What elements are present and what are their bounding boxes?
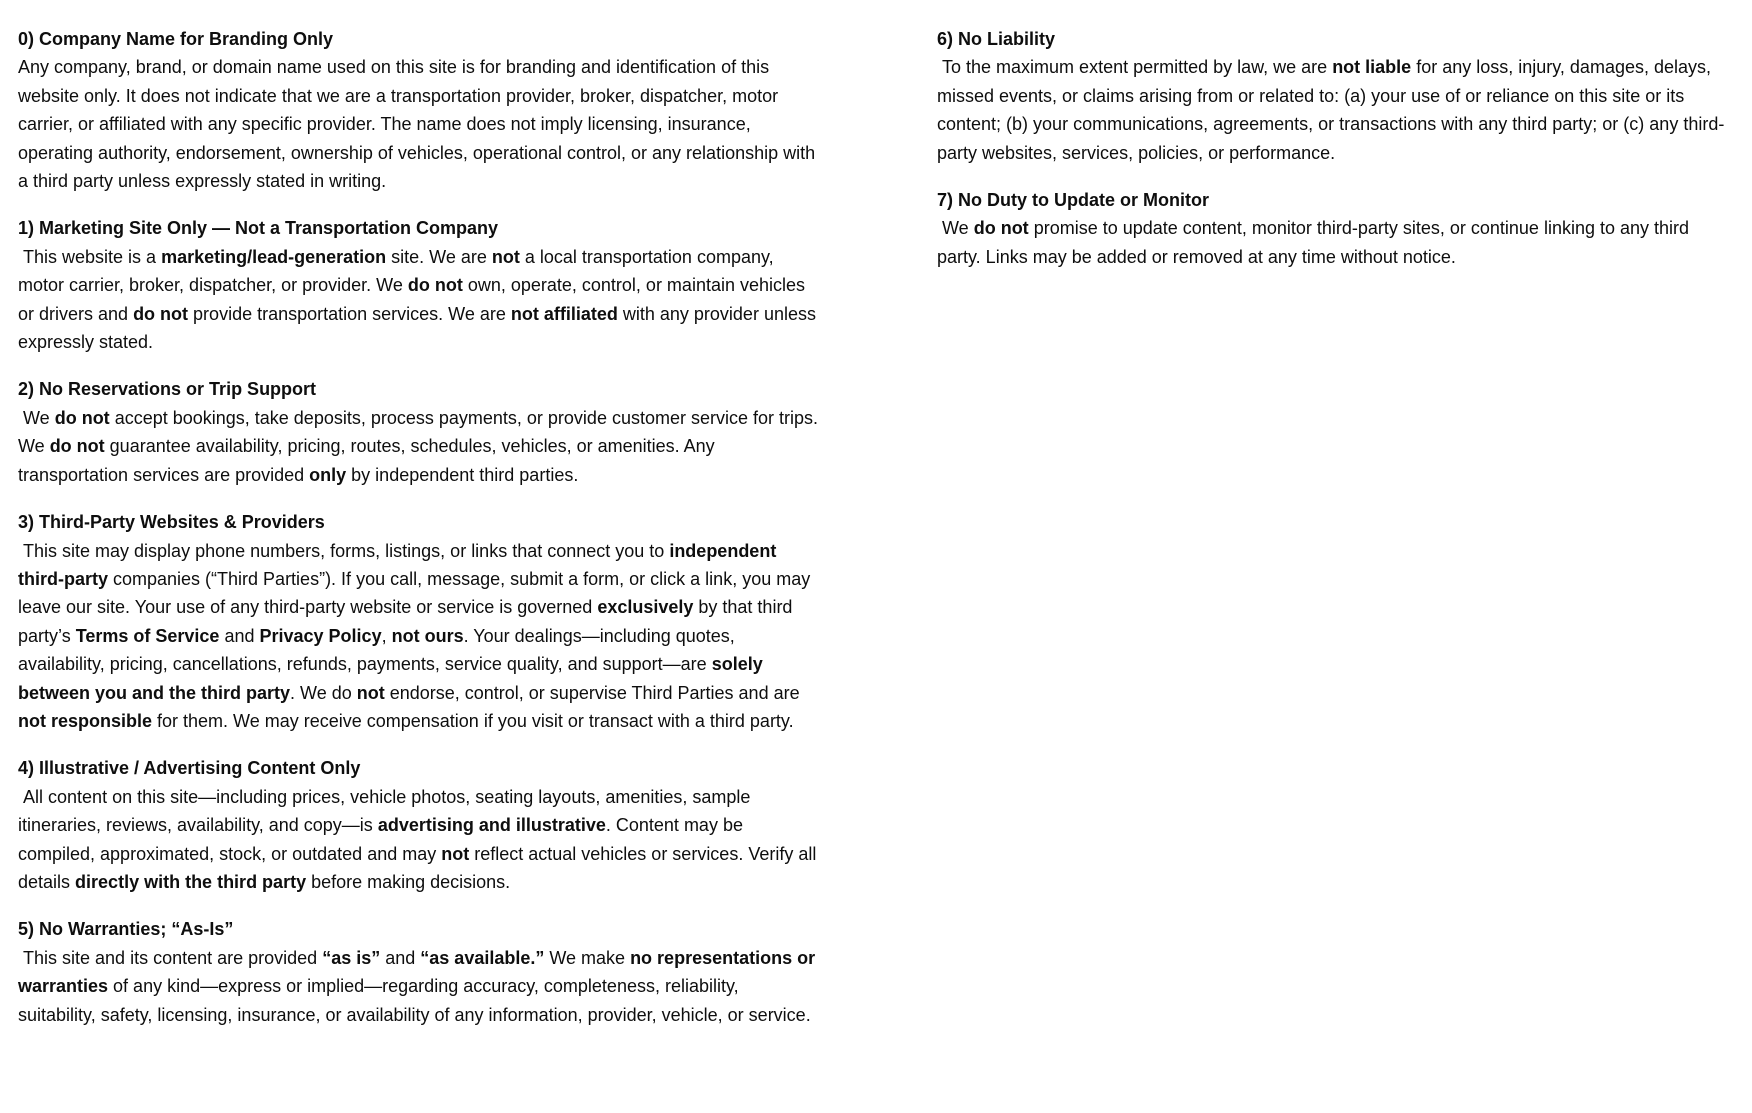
text-run: All content on this site—including prices, vehicle photos, seating layouts, amenities, sample itineraries, reviews, availability, and copy—is <box>18 786 756 836</box>
text-run: , <box>381 625 392 646</box>
section-heading: 3) Third-Party Websites & Providers <box>18 512 325 533</box>
disclaimer-section-1 <box>18 214 821 356</box>
bold-text-run: not responsible <box>18 710 153 731</box>
text-run: companies (“Third Parties”). If you call, message, submit a form, or click a link, you may leave our site. Your use of any third-party website or service is governed <box>18 568 816 618</box>
disclaimer-section-4 <box>18 754 822 896</box>
bold-text-run: not <box>441 843 470 864</box>
bold-text-run: do not <box>54 407 110 428</box>
bold-text-run: do not <box>49 436 105 457</box>
section-heading: 1) Marketing Site Only — Not a Transportation Company <box>18 218 499 239</box>
bold-text-run: not <box>491 246 520 267</box>
bold-text-run: do not <box>407 275 463 296</box>
text-run: guarantee availability, pricing, routes, schedules, vehicles, or amenities. Any transportation services are provided <box>18 436 720 485</box>
text-run: This site may display phone numbers, forms, listings, or links that connect you to <box>18 540 670 561</box>
bold-text-run: “as is” <box>322 947 381 968</box>
bold-text-run: advertising and illustrative <box>377 815 606 836</box>
bold-text-run: directly with the third party <box>75 871 307 892</box>
text-run: a local transportation company, motor carrier, broker, dispatcher, or provider. We <box>18 246 779 296</box>
text-run: own, operate, control, or maintain vehicles or drivers and <box>18 275 811 324</box>
text-run: We <box>937 218 974 239</box>
text-run: for them. We may receive compensation if you visit or transact with a third party. <box>152 710 794 731</box>
disclaimer-section-6 <box>937 25 1737 167</box>
section-heading: 4) Illustrative / Advertising Content Only <box>18 758 361 779</box>
bold-text-run: do not <box>133 303 189 324</box>
text-run: site. We are <box>386 246 492 267</box>
section-heading: 5) No Warranties; “As-Is” <box>18 919 234 940</box>
bold-text-run: not <box>356 682 385 703</box>
disclaimer-section-2 <box>18 375 824 489</box>
bold-text-run: Terms of Service <box>75 625 220 646</box>
bold-text-run: only <box>309 464 347 485</box>
text-run: with any provider unless expressly stated. <box>18 303 821 353</box>
text-run: . Your dealings—including quotes, availability, pricing, cancellations, refunds, payments, service quality, and support—are <box>18 625 740 675</box>
bold-text-run: not liable <box>1332 57 1412 78</box>
bold-text-run: independent third-party <box>18 540 782 589</box>
disclaimer-section-3 <box>18 508 818 735</box>
disclaimer-section-7 <box>937 186 1737 271</box>
bold-text-run: do not <box>973 218 1029 239</box>
text-run: by that third party’s <box>18 597 798 646</box>
text-run: and <box>219 625 260 646</box>
text-run: provide transportation services. We are <box>188 303 511 324</box>
text-run: before making decisions. <box>306 871 511 892</box>
text-run: endorse, control, or supervise Third Parties and are <box>384 682 805 703</box>
text-run: . Content may be compiled, approximated, stock, or outdated and may <box>18 815 748 864</box>
text-run: To the maximum extent permitted by law, we are <box>937 57 1333 78</box>
text-run: This website is a <box>18 246 162 267</box>
bold-text-run: not affiliated <box>510 303 618 324</box>
section-heading: 2) No Reservations or Trip Support <box>18 379 317 400</box>
bold-text-run: exclusively <box>597 597 694 618</box>
text-run: . We do <box>290 682 357 703</box>
bold-text-run: no representations or warranties <box>18 947 821 997</box>
section-heading: 0) Company Name for Branding Only <box>18 29 334 49</box>
bold-text-run: solely between you and the third party <box>18 654 768 703</box>
text-run: for any loss, injury, damages, delays, missed events, or claims arising from or related to: (a) your use of or reliance on this site or its content; (b) your communications, agreements, or transactions with any third party; or (c) any third-party websites, services, policies, or performance. <box>937 57 1725 163</box>
text-run: promise to update content, monitor third-party sites, or continue linking to any third party. Links may be added or removed at any time without notice. <box>937 218 1695 267</box>
text-run: Any company, brand, or domain name used on this site is for branding and identification of this website only. It does not indicate that we are a transportation provider, broker, dispatcher, motor carrier, or affiliated with any specific provider. The name does not imply licensing, insurance, operating authority, endorsement, ownership of vehicles, operational control, or any relationship with a third party unless expressly stated in writing. <box>18 57 821 192</box>
text-run: by independent third parties. <box>346 464 579 485</box>
text-run: of any kind—express or implied—regarding accuracy, completeness, reliability, suitability, safety, licensing, insurance, or availability of any information, provider, vehicle, or service. <box>18 976 811 1025</box>
text-run: reflect actual vehicles or services. Verify all details <box>18 843 822 892</box>
bold-text-run: Privacy Policy <box>259 625 382 646</box>
disclaimer-section-5 <box>18 915 821 1029</box>
text-run: and <box>380 947 421 968</box>
disclaimer-section-0 <box>18 25 821 195</box>
text-run: accept bookings, take deposits, process payments, or provide customer service for trips. We <box>18 407 824 457</box>
bold-text-run: “as available.” <box>420 947 545 968</box>
text-run: We make <box>544 947 631 968</box>
section-heading: 7) No Duty to Update or Monitor <box>937 190 1209 211</box>
section-heading: 6) No Liability <box>937 29 1056 49</box>
bold-text-run: marketing/lead-generation <box>161 246 387 267</box>
two-column-layout <box>18 25 1737 1088</box>
bold-text-run: not ours <box>391 625 464 646</box>
text-run: This site and its content are provided <box>18 947 323 968</box>
text-run: We <box>18 407 55 428</box>
